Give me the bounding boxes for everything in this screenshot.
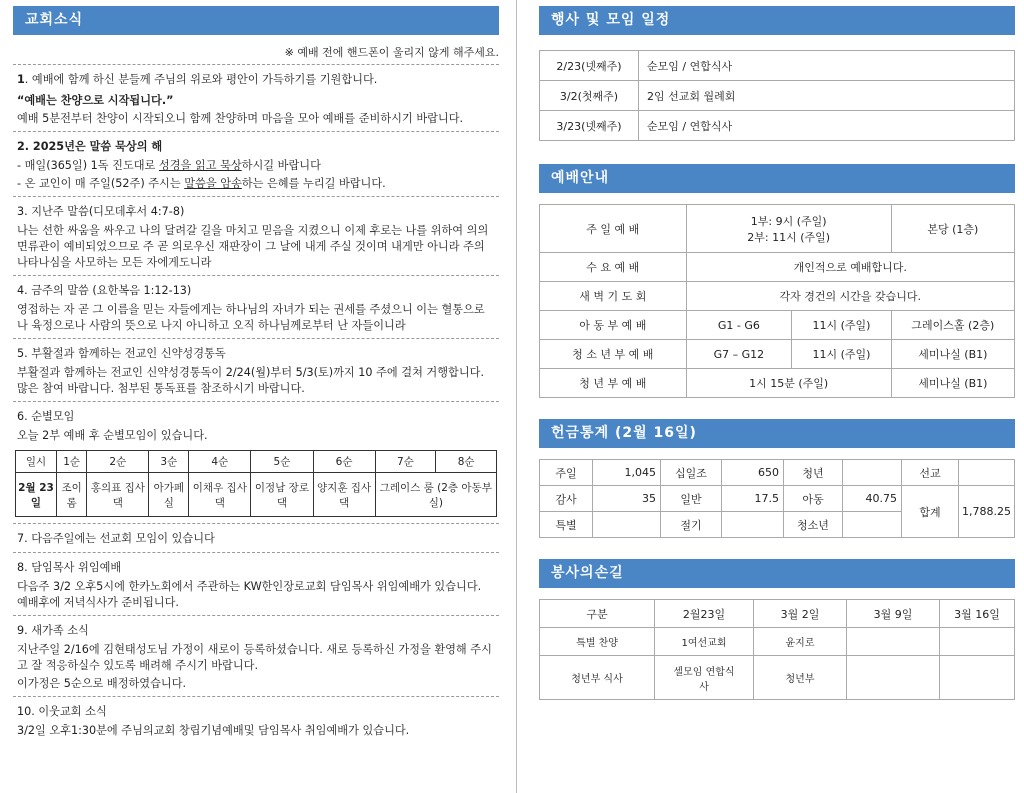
worship-table: [539, 204, 1015, 398]
visit-cell: 조이롬: [57, 473, 87, 517]
service-header: 3월 9일: [847, 600, 940, 628]
offering-label: 청년: [784, 460, 843, 486]
offering-label: 선교: [902, 460, 959, 486]
column-divider: [516, 0, 517, 793]
info-column: [539, 6, 1015, 700]
news-item-2: [13, 131, 499, 196]
worship-time: 1부: 9시 (주일) 2부: 11시 (주일): [686, 205, 891, 253]
visit-cell-merged: 그레이스 룸 (2층 아동부실): [375, 473, 496, 517]
news-item-4: [13, 275, 499, 338]
item-body: 지난주일 2/16에 김현태성도님 가정이 새로이 등록하셨습니다. 새로 등록하신 가정을 환영해 주시고 잘 적응하실수 있도록 배려해 주시기 바랍니다.: [17, 643, 492, 672]
offering-label: 청소년: [784, 512, 843, 538]
worship-info: 개인적으로 예배합니다.: [686, 253, 1014, 282]
worship-place: 세미나실 (B1): [891, 340, 1014, 369]
visit-header: 6순: [313, 451, 375, 473]
offering-value: 35: [593, 486, 661, 512]
service-cell: [847, 628, 940, 656]
item-body: 오늘 2부 예배 후 순별모임이 있습니다.: [17, 429, 208, 442]
item-title: 3. 지난주 말씀(디모데후서 4:7-8): [17, 205, 185, 218]
news-item-10: [13, 696, 499, 743]
service-cell: [847, 656, 940, 700]
item-title: 9. 새가족 소식: [17, 624, 89, 637]
visit-header: 7순: [375, 451, 436, 473]
worship-time: 1시 15분 (주일): [686, 369, 891, 398]
event-date: 3/2(첫째주): [540, 81, 639, 111]
worship-name: 수 요 예 배: [540, 253, 687, 282]
offering-label: 절기: [661, 512, 722, 538]
worship-place: 세미나실 (B1): [891, 369, 1014, 398]
offering-value: [959, 460, 1015, 486]
worship-place: 그레이스홀 (2층): [891, 311, 1014, 340]
visit-cell: 이정남 장로댁: [251, 473, 313, 517]
worship-info: 각자 경건의 시간을 갖습니다.: [686, 282, 1014, 311]
visit-header: 2순: [87, 451, 149, 473]
service-header: 3월 2일: [754, 600, 847, 628]
item-title: 2. 2025년은 말씀 묵상의 해: [17, 140, 163, 153]
news-item-6: [13, 401, 499, 523]
worship-grade: G7 – G12: [686, 340, 792, 369]
event-name: 2임 선교회 월례회: [639, 81, 1015, 111]
events-table: [539, 50, 1015, 141]
visit-header: 4순: [189, 451, 251, 473]
service-cell: 윤지로: [754, 628, 847, 656]
item-title: 7. 다음주일에는 선교회 모임이 있습니다: [17, 532, 215, 545]
news-item-8: [13, 552, 499, 615]
offering-banner: 헌금통계 (2월 16일): [539, 419, 1015, 448]
item-body-2: 이가정은 5순으로 배정하였습니다.: [17, 677, 187, 690]
worship-name: 청 년 부 예 배: [540, 369, 687, 398]
visit-header: 8순: [436, 451, 497, 473]
item-body: 3/2일 오후1:30분에 주님의교회 창립기념예배및 담임목사 취임예배가 있습니다.: [17, 724, 410, 737]
offering-table: [539, 459, 1015, 538]
service-cell: [940, 656, 1015, 700]
offering-value: [843, 460, 902, 486]
service-cell: 1여선교회: [655, 628, 754, 656]
offering-label: 감사: [540, 486, 593, 512]
offering-label: 일반: [661, 486, 722, 512]
visit-cell: 이채우 집사댁: [189, 473, 251, 517]
worship-time: 11시 (주일): [792, 311, 892, 340]
offering-value: [593, 512, 661, 538]
worship-grade: G1 - G6: [686, 311, 792, 340]
item-line: - 온 교인이 매 주일(52주) 주시는 말씀을 암송하는 은혜를 누리길 바랍니다.: [17, 177, 386, 190]
item-title: . 예배에 함께 하신 분들께 주님의 위로와 평안이 가득하기를 기원합니다.: [24, 73, 378, 86]
worship-place: 본당 (1층): [891, 205, 1014, 253]
visit-date: 2월 23일: [16, 473, 57, 517]
news-column: [13, 6, 499, 743]
news-item-5: [13, 338, 499, 401]
event-name: 순모임 / 연합식사: [639, 111, 1015, 141]
offering-value: 1,045: [593, 460, 661, 486]
visit-header: 1순: [57, 451, 87, 473]
offering-value: 17.5: [722, 486, 784, 512]
phone-note: ※ 예배 전에 핸드폰이 울리지 않게 해주세요.: [284, 46, 499, 59]
offering-total-label: 합계: [902, 486, 959, 538]
news-item-3: [13, 196, 499, 275]
quote: “예배는 찬양으로 시작됩니다.”: [17, 94, 174, 107]
visit-header: 3순: [149, 451, 189, 473]
visit-table: [15, 450, 497, 517]
offering-label: 특별: [540, 512, 593, 538]
service-banner: 봉사의손길: [539, 559, 1015, 588]
offering-value: 40.75: [843, 486, 902, 512]
news-item-1: [13, 64, 499, 131]
service-cell: [940, 628, 1015, 656]
worship-time: 11시 (주일): [792, 340, 892, 369]
service-table: [539, 599, 1015, 700]
visit-header: 5순: [251, 451, 313, 473]
item-title: 5. 부활절과 함께하는 전교인 신약성경통독: [17, 347, 226, 360]
item-body: 부활절과 함께하는 전교인 신약성경통독이 2/24(월)부터 5/3(토)까지 10 주에 걸쳐 거행합니다. 많은 참여 바랍니다. 첨부된 통독표를 참조하시기 바랍니다.: [17, 366, 485, 395]
offering-label: 십일조: [661, 460, 722, 486]
service-header: 구분: [540, 600, 655, 628]
visit-header: 일시: [16, 451, 57, 473]
item-title: 6. 순별모임: [17, 410, 75, 423]
item-body: 다음주 3/2 오후5시에 한카노회에서 주관하는 KW한인장로교회 담임목사 위임예배가 있습니다. 예배후에 저녁식사가 준비됩니다.: [17, 580, 482, 609]
item-body: 나는 선한 싸움을 싸우고 나의 달려갈 길을 마치고 믿음을 지켰으니 이제 후로는 나를 위하여 의의 면류관이 예비되었으므로 주 곧 의로우신 재판장이 그 날에 내게 주실 것이며 내게만 아니라 주의 나타나심을 사모하는 모든 자에게도니라: [17, 224, 489, 269]
events-banner: 행사 및 모임 일정: [539, 6, 1015, 35]
visit-cell: 양지훈 집사댁: [313, 473, 375, 517]
event-date: 2/23(넷째주): [540, 51, 639, 81]
offering-label: 주일: [540, 460, 593, 486]
item-title: 10. 이웃교회 소식: [17, 705, 107, 718]
service-header: 2월23일: [655, 600, 754, 628]
event-date: 3/23(넷째주): [540, 111, 639, 141]
offering-label: 아동: [784, 486, 843, 512]
service-cell: 특별 찬양: [540, 628, 655, 656]
item-body: 예배 5분전부터 찬양이 시작되오니 함께 찬양하며 마음을 모아 예배를 준비하시기 바랍니다.: [17, 112, 464, 125]
item-number: 1: [17, 73, 25, 86]
service-cell: 셀모임 연합식사: [655, 656, 754, 700]
item-line: - 매일(365일) 1독 진도대로 성경을 읽고 묵상하시길 바랍니다: [17, 159, 321, 172]
worship-name: 주 일 예 배: [540, 205, 687, 253]
visit-cell: 아가페실: [149, 473, 189, 517]
service-cell: 청년부: [754, 656, 847, 700]
worship-name: 새 벽 기 도 회: [540, 282, 687, 311]
offering-value: [843, 512, 902, 538]
worship-name: 아 동 부 예 배: [540, 311, 687, 340]
item-title: 8. 담임목사 위임예배: [17, 561, 122, 574]
news-item-9: [13, 615, 499, 696]
visit-cell: 홍의표 집사댁: [87, 473, 149, 517]
item-body: 영접하는 자 곧 그 이름을 믿는 자들에게는 하나님의 자녀가 되는 권세를 주셨으니 이는 혈통으로나 육정으로나 사람의 뜻으로 나지 아니하고 오직 하나님께로부터 난 자들이니라: [17, 303, 485, 332]
item-title: 4. 금주의 말씀 (요한복음 1:12-13): [17, 284, 192, 297]
offering-total: 1,788.25: [959, 486, 1015, 538]
worship-name: 청 소 년 부 예 배: [540, 340, 687, 369]
event-name: 순모임 / 연합식사: [639, 51, 1015, 81]
news-banner: 교회소식: [13, 6, 499, 35]
offering-value: 650: [722, 460, 784, 486]
service-header: 3월 16일: [940, 600, 1015, 628]
service-cell: 청년부 식사: [540, 656, 655, 700]
offering-value: [722, 512, 784, 538]
news-item-7: [13, 523, 499, 552]
worship-banner: 예배안내: [539, 164, 1015, 193]
